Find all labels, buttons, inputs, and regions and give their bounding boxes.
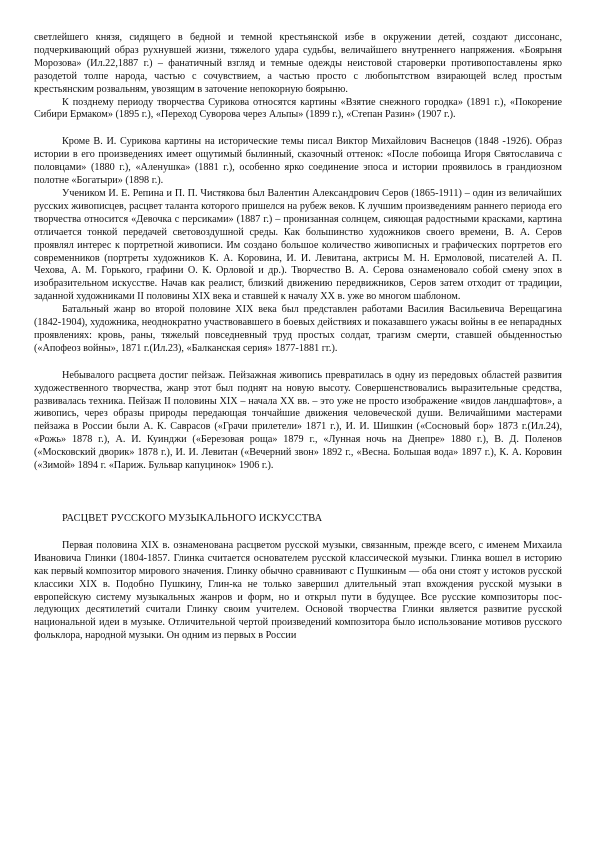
paragraph-vasnetsov: Кроме В. И. Сурикова картины на исторические темы писал Виктор Михайлович Васнецов (1848 -1926). Образ истории в его произведениях имеет ощутимый былинный, сказочный оттенок: «После побоища Игоря Святославича с половцами» (1880 г.), «Аленушка» (1881 г.), особенно ярко соединение эпоса и истории проявилось в грандиозном полотне «Богатыри» (1898 г.).: [34, 136, 562, 187]
paragraph-vereshchagin: Батальный жанр во второй половине XIX века был представлен работами Василия Васильевича Верещагина (1842-1904), художника, неоднократно участвовавшего в боевых действиях и показавшего ужасы войны в ее непарадных проявлениях: кровь, раны, тяжелый повседневный труд простых солдат, трагизм смерти, ставшей обыденностью («Апофеоз войны», 1871 г.(Ил.23), «Балканская серия» 1877-1881 гг.).: [34, 304, 562, 354]
paragraph-glinka: Первая половина XIX в. ознаменована расцветом русской музыки, связанным, прежде всего, с именем Михаила Ивановича Глинки (1804-1857. Глинка считается основателем русской классической музыки. Глинка вошел в историю как первый композитор мирового значения. Глинку обычно сравнивают с Пушкиным — оба они стоят у истоков русской классики XIX в. Подобно Пушкину, Глин-ка не только завершил длительный этап вхождения русской музыки в европейскую систему музыкальных жанров и форм, но и открыл пути в будущее. Все русские композиторы пос-ледующих десятилетий считали Глинку своим учителем. Основой творчества Глинки является развитие русской национальной идеи в музыке. Отличительной чертой произведений композитора было использование мотивов русского фольклора, народной музыки. Он одним из первых в России: [34, 539, 562, 642]
spacer: [34, 473, 562, 513]
paragraph-landscape: Небывалого расцвета достиг пейзаж. Пейзажная живопись превратилась в одну из передовых областей развития художественного творчества, жанр этот был поднят на новую высоту. Совершенствовались выразительные средства, развивалась техника. Пейзаж II половины XIX – начала XX вв. – это уже не просто изображение «видов ландшафтов», а живопись, через образы природы передающая тончайшие движения человеческой души. Величайшими мастерами пейзажа в России были А. К. Саврасов («Грачи прилетели» 1871 г.), И. И. Шишкин («Сосновый бор» 1873 г.(Ил.24), «Рожь» 1878 г.), А. И. Куинджи («Березовая роща» 1879 г., «Лунная ночь на Днепре» 1880 г.), В. Д. Поленов («Московский дворик» 1878 г.), И. И. Левитан («Вечерний звон» 1892 г., «Весна. Большая вода» 1897 г.), К. А. Коровин («Зимой» 1894 г. «Париж. Бульвар капуцинок» 1906 г.).: [34, 369, 562, 472]
paragraph-boyarynya-morozova: светлейшего князя, сидящего в бедной и темной крестьянской избе в окружении детей, создают диссонанс, подчеркивающий образ рухнувшей жизни, тяжелого удара судьбы, величайшего внутреннего напряжения. «Боярыня Морозова» (Ил.22,1887 г.) – фанатичный взгляд и темные одежды неистовой староверки противопоставлены ярко разодетой толпе народа, частью с сочувствием, а частью просто с любопытством взирающей вслед простым крестьянским розвальням, увозящим в заточение непокорную боярыню.: [34, 32, 562, 95]
spacer: [34, 122, 562, 136]
section-heading-music: РАСЦВЕТ РУССКОГО МУЗЫКАЛЬНОГО ИСКУССТВА: [62, 513, 323, 524]
spacer: [34, 526, 562, 540]
paragraph-serov: Учеником И. Е. Репина и П. П. Чистякова был Валентин Александрович Серов (1865-1911) – один из величайших русских живописцев, расцвет таланта которого пришелся на рубеж веков. К лучшим произведениям раннего периода его творчества относится «Девочка с персиками» (1887 г.) – пронизанная солнцем, сияющая радостными красками, картина отличается тонкой передачей световоздушной среды. Как большинство художников своего времени, В. А. Серов проявлял интерес к портретной живописи. Им создано большое количество живописных и графических портретов его современников (портреты художников К. А. Коровина, И. И. Левитана, актрисы М. Н. Ермоловой, писателей А. П. Чехова, А. М. Горького, графини О. К. Орловой и др.). Творчество В. А. Серова ознаменовало собой смену эпох в изобразительном искусстве. Начав как реалист, близкий движению передвижников, Серов затем отходит от традиции, заданной художниками II половины XIX века и ставшей к началу XX в. уже во многом шаблоном.: [34, 187, 562, 303]
spacer: [34, 356, 562, 370]
paragraph-surikov-late-period: К позднему периоду творчества Сурикова относятся картины «Взятие снежного городка» (1891 г.), «Покорение Сибири Ермаком» (1895 г.), «Переход Суворова через Альпы» (1899 г.), «Степан Разин» (1907 г.).: [34, 96, 562, 121]
